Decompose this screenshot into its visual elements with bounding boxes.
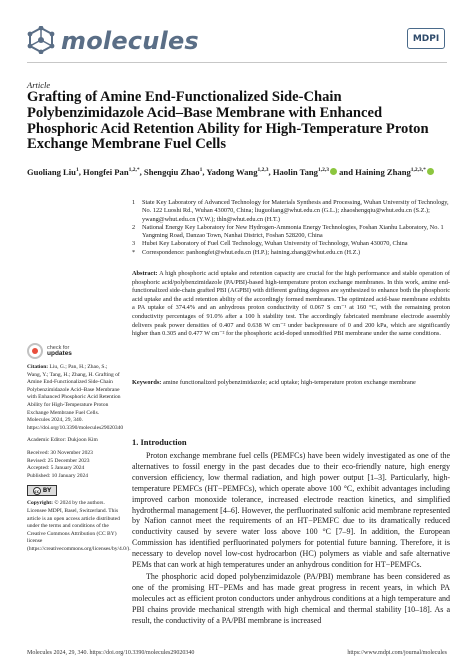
author-affiliation-marker: 1,2,3 bbox=[257, 167, 269, 173]
author-affiliation-marker: 1 bbox=[199, 167, 203, 173]
article-sidebar bbox=[27, 364, 131, 558]
published-date: Published: 10 January 2024 bbox=[27, 472, 88, 479]
article-title: Grafting of Amine End-Functionalized Side-Chain Polybenzimidazole Acid–Base Membrane with Enhanced Phosphoric Acid Retention Ability for High-Temperature Proton Exchange Membrane Fuel Cells bbox=[27, 89, 429, 153]
affiliation-text: Hubei Key Laboratory of Fuel Cell Technology, Wuhan University of Technology, Wuhan 430070, China bbox=[142, 240, 408, 248]
orcid-icon[interactable] bbox=[330, 168, 337, 175]
author-name: Hongfei Pan bbox=[83, 166, 129, 177]
author-affiliation-marker: 1,2,3,* bbox=[410, 167, 426, 173]
dates-block bbox=[27, 450, 121, 480]
author-name: Shengqiu Zhao bbox=[143, 166, 200, 177]
revised-date: Revised: 25 December 2023 bbox=[27, 457, 90, 464]
author-name: Guoliang Liu bbox=[27, 166, 76, 177]
updates-icon bbox=[27, 343, 43, 359]
abstract-text: A high phosphoric acid uptake and retention capacity are crucial for the high performance and stable operation of phosphoric acid/polybenzimidazole (PA/PBI)-based high-temperature proton exchange membranes. In this work, amine end-functionalized side-chain grafted PBI (AGPBI) with different grafting degrees are synthesized to enhance both the phosphoric acid uptake and the acid retention ability of the accordingly formed membranes. The optimized acid-base membrane exhibits a PA uptake of 374.4% and an anhydrous proton conductivity of 0.067 S cm⁻¹ at 160 °C, with the remaining proton conductivity percentages of 91.0% after a 100 h stability test. The accordingly fabricated membrane electrode assembly delivers peak power densities of 0.407 and 0.638 W cm⁻² under backpressure of 0 and 200 kPa, which are significantly higher than 0.305 and 0.477 W cm⁻² for the phosphoric acid-doped unmodified PBI membrane under the same conditions. bbox=[132, 270, 450, 338]
copyright-label: Copyright: bbox=[27, 500, 53, 507]
affiliation-number: 1 bbox=[132, 199, 136, 206]
citation-label: Citation: bbox=[27, 364, 49, 370]
abstract bbox=[132, 270, 450, 339]
affiliation-number: 3 bbox=[132, 240, 136, 248]
affiliation-number: * bbox=[132, 248, 136, 256]
body-text bbox=[132, 451, 450, 627]
orcid-icon[interactable] bbox=[427, 168, 434, 175]
affiliation-item bbox=[132, 240, 450, 248]
header-divider bbox=[27, 62, 447, 63]
journal-name: molecules bbox=[61, 27, 199, 55]
affiliation-item bbox=[132, 224, 450, 241]
author-affiliation-marker: 1,2,3 bbox=[317, 167, 329, 173]
author-name: Yadong Wang bbox=[206, 166, 258, 177]
author-name: Haolin Tang bbox=[272, 166, 318, 177]
academic-editor: Academic Editor: Dukjoon Kim bbox=[27, 437, 98, 444]
publisher-badge[interactable]: MDPI bbox=[407, 28, 445, 49]
footer-citation[interactable]: Molecules 2024, 29, 340. https://doi.org/10.3390/molecules29020340 bbox=[27, 650, 195, 656]
check-for-updates-button[interactable] bbox=[27, 343, 72, 359]
cc-icon: cc bbox=[34, 488, 40, 494]
updates-line2: updates bbox=[47, 350, 72, 357]
paragraph: The phosphoric acid doped polybenzimidazole (PA/PBI) membrane has been considered as one of the promising HT−PEMs and has made great progress in recent years, in which PA molecules act as efficient proton conductors under anhydrous conditions at a high temperature and PBI chains provide mechanical strength with high chemical and thermal stability [10–18]. As a result, the conductivity of a PA/PBI membrane is increased bbox=[132, 571, 450, 625]
copyright-text: © 2024 by the authors. Licensee MDPI, Basel, Switzerland. This article is an open access article distributed under the terms and conditions of the Creative Commons Attribution (CC BY) license (https://creativecommons.org/licenses/by/4.0/). bbox=[27, 500, 131, 552]
correspondence-item bbox=[132, 249, 450, 257]
footer-journal-url[interactable]: https://www.mdpi.com/journal/molecules bbox=[347, 650, 447, 656]
updates-line1: check for bbox=[47, 344, 70, 351]
keywords-text: amine functionalized polybenzimidazole; acid uptake; high-temperature proton exchange membrane bbox=[162, 379, 416, 386]
abstract-label: Abstract: bbox=[132, 270, 158, 277]
citation-block bbox=[27, 364, 124, 432]
affiliation-list bbox=[132, 199, 450, 257]
section-title: 1. Introduction bbox=[132, 437, 187, 447]
affiliation-item bbox=[132, 199, 450, 224]
article-type: Article bbox=[27, 80, 51, 90]
accepted-date: Accepted: 5 January 2024 bbox=[27, 465, 85, 472]
keywords-label: Keywords: bbox=[132, 379, 162, 386]
author-affiliation-marker: 1 bbox=[75, 167, 79, 173]
copyright-block bbox=[27, 500, 131, 553]
cc-label: BY bbox=[42, 487, 52, 495]
affiliation-number: 2 bbox=[132, 223, 136, 231]
keywords bbox=[132, 379, 450, 388]
affiliation-text: National Energy Key Laboratory for New Hydrogen-Ammonia Energy Technologies, Foshan Xianhu Laboratory, No. 1 Yangming Road, Danzao Town, Nanhai District, Foshan 528200, China bbox=[142, 223, 444, 240]
molecules-logo-icon bbox=[27, 26, 55, 54]
author-affiliation-marker: 1,2,* bbox=[128, 167, 140, 173]
citation-text: Liu, G.; Pan, H.; Zhao, S.; Wang, Y.; Tang, H.; Zhang, H. Grafting of Amine End-Functionalized Side-Chain Polybenzimidazole Acid–Base Membrane with Enhanced Phosphoric Acid Retention Ability for High-Temperature Proton Exchange Membrane Fuel Cells. Molecules 2024, 29, 340. https://doi.org/10.3390/molecules29020340 bbox=[27, 364, 124, 431]
author-name: Haining Zhang bbox=[355, 166, 411, 177]
correspondence-text: Correspondence: panhongfei@whut.edu.cn (H.P.); haining.zhang@whut.edu.cn (H.Z.) bbox=[142, 248, 361, 256]
affiliation-text: State Key Laboratory of Advanced Technology for Materials Synthesis and Processing, Wuhan University of Technology, No. 122 Luoshi Rd., Wuhan 430070, China; liuguoliang@whut.edu.cn (G.L.); zhaoshengqiu@whut.edu.cn (S.Z.); ywang@whut.edu.cn (Y.W.); thln@whut.edu.cn (H.T.) bbox=[142, 199, 449, 223]
author-list: Guoliang Liu$^1$, Hongfei Pan$^{1,2,*}$, Shengqiu Zhao$^1$, Yadong Wang$^{1,2,3}$, Haolin Tang$^{1,2,3}$ and Haining Zhang$^{1,2,3,*}$ bbox=[27, 164, 447, 178]
page-footer bbox=[27, 650, 447, 656]
cc-by-license-icon[interactable] bbox=[27, 485, 57, 496]
updates-text bbox=[47, 345, 72, 358]
received-date: Received: 30 November 2023 bbox=[27, 449, 93, 456]
paragraph: Proton exchange membrane fuel cells (PEMFCs) have been widely investigated as one of the alternatives to fossil energy in the past decades due to their eco-friendly nature, high energy conversion efficiency, low thermal radiation, and high power output [1–3]. Particularly, high-temperature PEMFCs (HT−PEMFCs), which operate above 100 °C, exhibit advantages including improved carbon monoxide tolerance, increased electrode reaction kinetics, and simplified hydrothermal management [4–6]. However, the perfluorinated sulfonic acid membrane represented by Nafion cannot meet the requirements of an HT−PEMFC due to its dramatically reduced conductivity caused by severe water loss above 100 °C [7–9]. In addition, the European Commission has identified perfluorinated polymers for potential future banning. Therefore, it is necessary to develop novel low-cost hydrocarbon (HC) polymers as viable and safe alternative PEMs that can work at high temperatures under an anhydrous condition for HT−PEMFCs. bbox=[132, 451, 450, 570]
and-word: and bbox=[339, 166, 353, 177]
